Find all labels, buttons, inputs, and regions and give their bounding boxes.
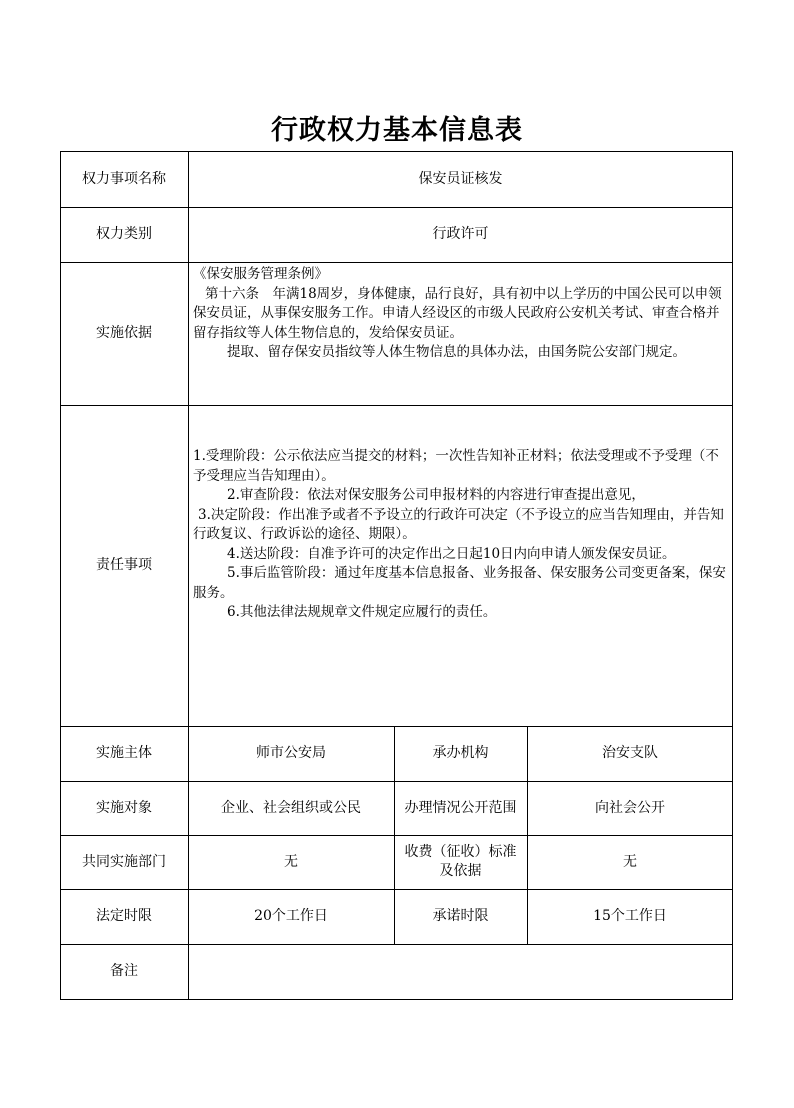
category-label: 权力类别 (96, 226, 152, 242)
remark-label: 备注 (110, 963, 138, 979)
responsibility-label: 责任事项 (96, 557, 152, 573)
basis-paragraph: 提取、留存保安员指纹等人体生物信息的具体办法，由国务院公安部门规定。 (227, 344, 686, 360)
handling-org-label: 承办机构 (432, 745, 489, 761)
subject-label: 实施主体 (96, 745, 152, 761)
disclosure-scope-label: 办理情况公开范围 (404, 799, 517, 816)
basis-label: 实施依据 (96, 325, 152, 341)
responsibility-paragraph: 1.受理阶段：公示依法应当提交的材料；一次性告知补正材料；依法受理或不予受理（不予受理应当告知理由）。 (193, 448, 719, 484)
target-value: 企业、社会组织或公民 (221, 799, 361, 816)
responsibility-content (188, 405, 733, 726)
basis-paragraph: 《保安服务管理条例》 (193, 266, 328, 282)
promised-time-label: 承诺时限 (432, 908, 489, 924)
responsibility-paragraph: 3.决定阶段：作出准予或者不予设立的行政许可决定（不予设立的应当告知理由，并告知行政复议、行政诉讼的途径、期限）。 (193, 506, 724, 542)
disclosure-scope-value: 向社会公开 (595, 799, 665, 816)
joint-dept-value: 无 (284, 853, 298, 870)
responsibility-paragraph: 2.审查阶段：依法对保安服务公司申报材料的内容进行审查提出意见， (227, 487, 645, 503)
legal-time-value: 20个工作日 (254, 908, 328, 924)
joint-dept-label: 共同实施部门 (82, 853, 166, 870)
category-value: 行政许可 (432, 226, 489, 242)
item-name-value: 保安员证核发 (418, 170, 503, 187)
subject-value: 师市公安局 (256, 745, 326, 761)
handling-org-value: 治安支队 (602, 745, 658, 761)
responsibility-paragraph: 6.其他法律法规规章文件规定应履行的责任。 (227, 604, 497, 620)
promised-time-value: 15个工作日 (593, 908, 667, 924)
basis-content (188, 262, 733, 405)
fee-standard-label: 收费（征收）标准及依据 (404, 844, 517, 879)
target-label: 实施对象 (96, 799, 152, 816)
basis-paragraph: 第十六条 年满18周岁，身体健康，品行良好，具有初中以上学历的中国公民可以申领保安员证，从事保安服务工作。申请人经设区的市级人民政府公安机关考试、审查合格并留存指纹等人体生物信息的，发给保安员证。 (193, 285, 722, 341)
fee-standard-value: 无 (623, 853, 637, 870)
info-table (60, 151, 733, 1000)
page-title: 行政权力基本信息表 (271, 115, 523, 146)
item-name-label: 权力事项名称 (82, 170, 166, 187)
remark-value (188, 944, 733, 999)
responsibility-paragraph: 5.事后监管阶段：通过年度基本信息报备、业务报备、保安服务公司变更备案，保安服务。 (193, 565, 726, 601)
legal-time-label: 法定时限 (96, 908, 152, 924)
responsibility-paragraph: 4.送达阶段：自准予许可的决定作出之日起10日内向申请人颁发保安员证。 (227, 545, 676, 562)
